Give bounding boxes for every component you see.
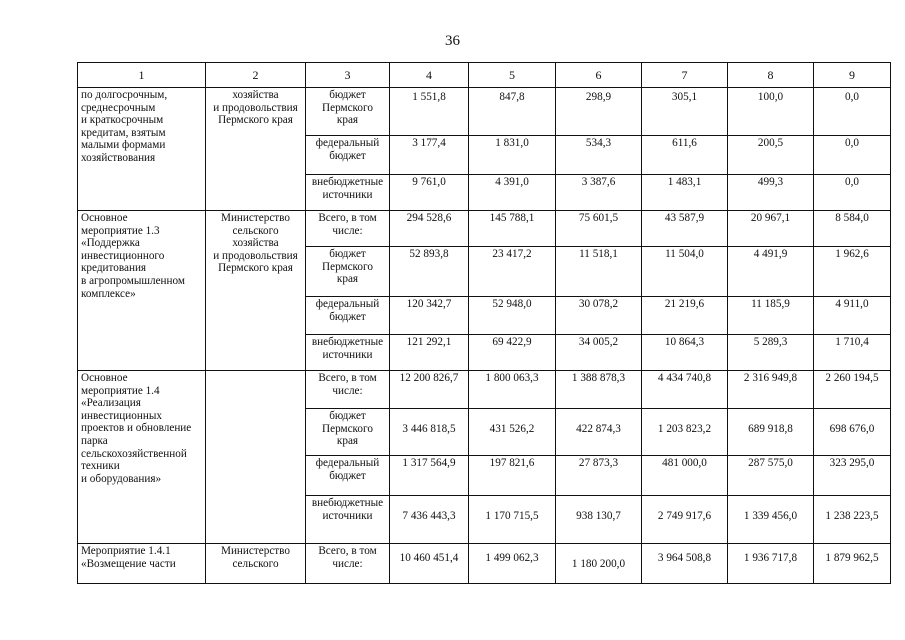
value-cell: 294 528,6 [390,211,469,247]
page-number: 36 [445,33,460,49]
value-cell: 1 831,0 [469,136,556,175]
value-cell: 200,5 [728,136,814,175]
value-cell: 121 292,1 [390,335,469,371]
value-cell: 1 339 456,0 [728,496,814,544]
value-cell: 43 587,9 [642,211,728,247]
value-cell: 20 967,1 [728,211,814,247]
funding-source-cell [306,136,390,175]
value-cell: 11 518,1 [556,247,642,297]
header-cell-4: 4 [390,63,469,88]
value-cell: 1 203 823,2 [642,409,728,456]
responsible-executor: хозяйства и продовольствия Пермского края [213,89,298,127]
value-cell: 10 460 451,4 [390,544,469,584]
value-cell: 1 800 063,3 [469,371,556,409]
value-cell: 52 948,0 [469,297,556,335]
budget-table [77,62,891,584]
funding-source-cell [306,496,390,544]
funding-source-cell [306,335,390,371]
value-cell: 21 219,6 [642,297,728,335]
activity-name: Основное мероприятие 1.4 «Реализация инвестиционных проектов и обновление парка сельскохозяйственной техники и оборудования» [81,372,192,485]
funding-source-cell [306,88,390,136]
value-cell: 7 436 443,3 [390,496,469,544]
value-cell: 23 417,2 [469,247,556,297]
value-cell: 1 388 878,3 [556,371,642,409]
funding-source: бюджет Пермского края [322,248,373,286]
funding-source: федеральный бюджет [315,457,380,482]
funding-source-cell [306,371,390,409]
activity-name: Мероприятие 1.4.1 «Возмещение части [81,545,176,570]
value-cell: 9 761,0 [390,175,469,211]
table-row [78,88,891,136]
value-cell: 197 821,6 [469,456,556,496]
value-cell: 698 676,0 [814,409,891,456]
value-cell: 0,0 [814,175,891,211]
table-row [78,211,891,247]
value-cell: 499,3 [728,175,814,211]
value-cell: 27 873,3 [556,456,642,496]
value-cell: 4 434 740,8 [642,371,728,409]
funding-source: Всего, в том числе: [318,372,377,397]
funding-source: Всего, в том числе: [318,212,377,237]
header-cell-3: 3 [306,63,390,88]
value-cell: 3 387,6 [556,175,642,211]
value-cell: 1 238 223,5 [814,496,891,544]
table-row [78,544,891,584]
funding-source-cell [306,544,390,584]
responsible-cell [206,371,306,544]
value-cell: 847,8 [469,88,556,136]
funding-source: внебюджетные источники [311,336,384,361]
responsible-executor: Министерство сельского [221,545,290,570]
value-cell: 120 342,7 [390,297,469,335]
value-cell: 11 185,9 [728,297,814,335]
value-cell: 4 491,9 [728,247,814,297]
value-cell: 938 130,7 [556,496,642,544]
value-cell: 12 200 826,7 [390,371,469,409]
activity-name-cell [78,544,206,584]
value-cell: 2 749 917,6 [642,496,728,544]
value-cell: 1 317 564,9 [390,456,469,496]
value-cell: 69 422,9 [469,335,556,371]
header-cell-6: 6 [556,63,642,88]
funding-source: федеральный бюджет [315,137,380,162]
activity-name-cell [78,211,206,371]
value-cell: 1 879 962,5 [814,544,891,584]
value-cell: 5 289,3 [728,335,814,371]
responsible-cell [206,544,306,584]
header-cell-9: 9 [814,63,891,88]
value-cell: 0,0 [814,88,891,136]
header-cell-2: 2 [206,63,306,88]
value-cell: 611,6 [642,136,728,175]
value-cell: 323 295,0 [814,456,891,496]
header-cell-8: 8 [728,63,814,88]
header-cell-7: 7 [642,63,728,88]
value-cell: 145 788,1 [469,211,556,247]
value-cell: 481 000,0 [642,456,728,496]
value-cell: 422 874,3 [556,409,642,456]
header-cell-1: 1 [78,63,206,88]
activity-name-cell [78,88,206,211]
value-cell: 1 551,8 [390,88,469,136]
value-cell: 1 710,4 [814,335,891,371]
funding-source-cell [306,247,390,297]
activity-name-cell [78,371,206,544]
value-cell: 4 391,0 [469,175,556,211]
funding-source: бюджет Пермского края [322,410,373,448]
value-cell: 4 911,0 [814,297,891,335]
value-cell: 52 893,8 [390,247,469,297]
funding-source-cell [306,297,390,335]
table-row [78,371,891,409]
responsible-cell [206,88,306,211]
value-cell: 2 260 194,5 [814,371,891,409]
value-cell: 305,1 [642,88,728,136]
funding-source: внебюджетные источники [311,176,384,201]
value-cell: 0,0 [814,136,891,175]
funding-source: федеральный бюджет [315,298,380,323]
value-cell: 34 005,2 [556,335,642,371]
value-cell: 1 483,1 [642,175,728,211]
funding-source-cell [306,409,390,456]
value-cell: 1 170 715,5 [469,496,556,544]
funding-source: внебюджетные источники [311,497,384,522]
value-cell: 30 078,2 [556,297,642,335]
funding-source-cell [306,175,390,211]
activity-name: Основное мероприятие 1.3 «Поддержка инвестиционного кредитования в агропромышленном комплексе» [81,212,185,300]
value-cell: 534,3 [556,136,642,175]
value-cell: 3 177,4 [390,136,469,175]
value-cell: 1 180 200,0 [556,544,642,584]
value-cell: 11 504,0 [642,247,728,297]
value-cell: 689 918,8 [728,409,814,456]
value-cell: 8 584,0 [814,211,891,247]
value-cell: 3 446 818,5 [390,409,469,456]
value-cell: 3 964 508,8 [642,544,728,584]
activity-name: по долгосрочным, среднесрочным и краткосрочным кредитам, взятым малыми формами хозяйствования [81,89,168,164]
funding-source: бюджет Пермского края [322,89,373,127]
funding-source: Всего, в том числе: [318,545,377,570]
funding-source-cell [306,456,390,496]
responsible-executor: Министерство сельского хозяйства и продовольствия Пермского края [213,212,298,275]
responsible-cell [206,211,306,371]
header-cell-5: 5 [469,63,556,88]
funding-source-cell [306,211,390,247]
value-cell: 287 575,0 [728,456,814,496]
value-cell: 1 936 717,8 [728,544,814,584]
value-cell: 298,9 [556,88,642,136]
value-cell: 100,0 [728,88,814,136]
value-cell: 75 601,5 [556,211,642,247]
value-cell: 1 962,6 [814,247,891,297]
header-row [78,63,891,88]
value-cell: 10 864,3 [642,335,728,371]
value-cell: 1 499 062,3 [469,544,556,584]
value-cell: 431 526,2 [469,409,556,456]
value-cell: 2 316 949,8 [728,371,814,409]
